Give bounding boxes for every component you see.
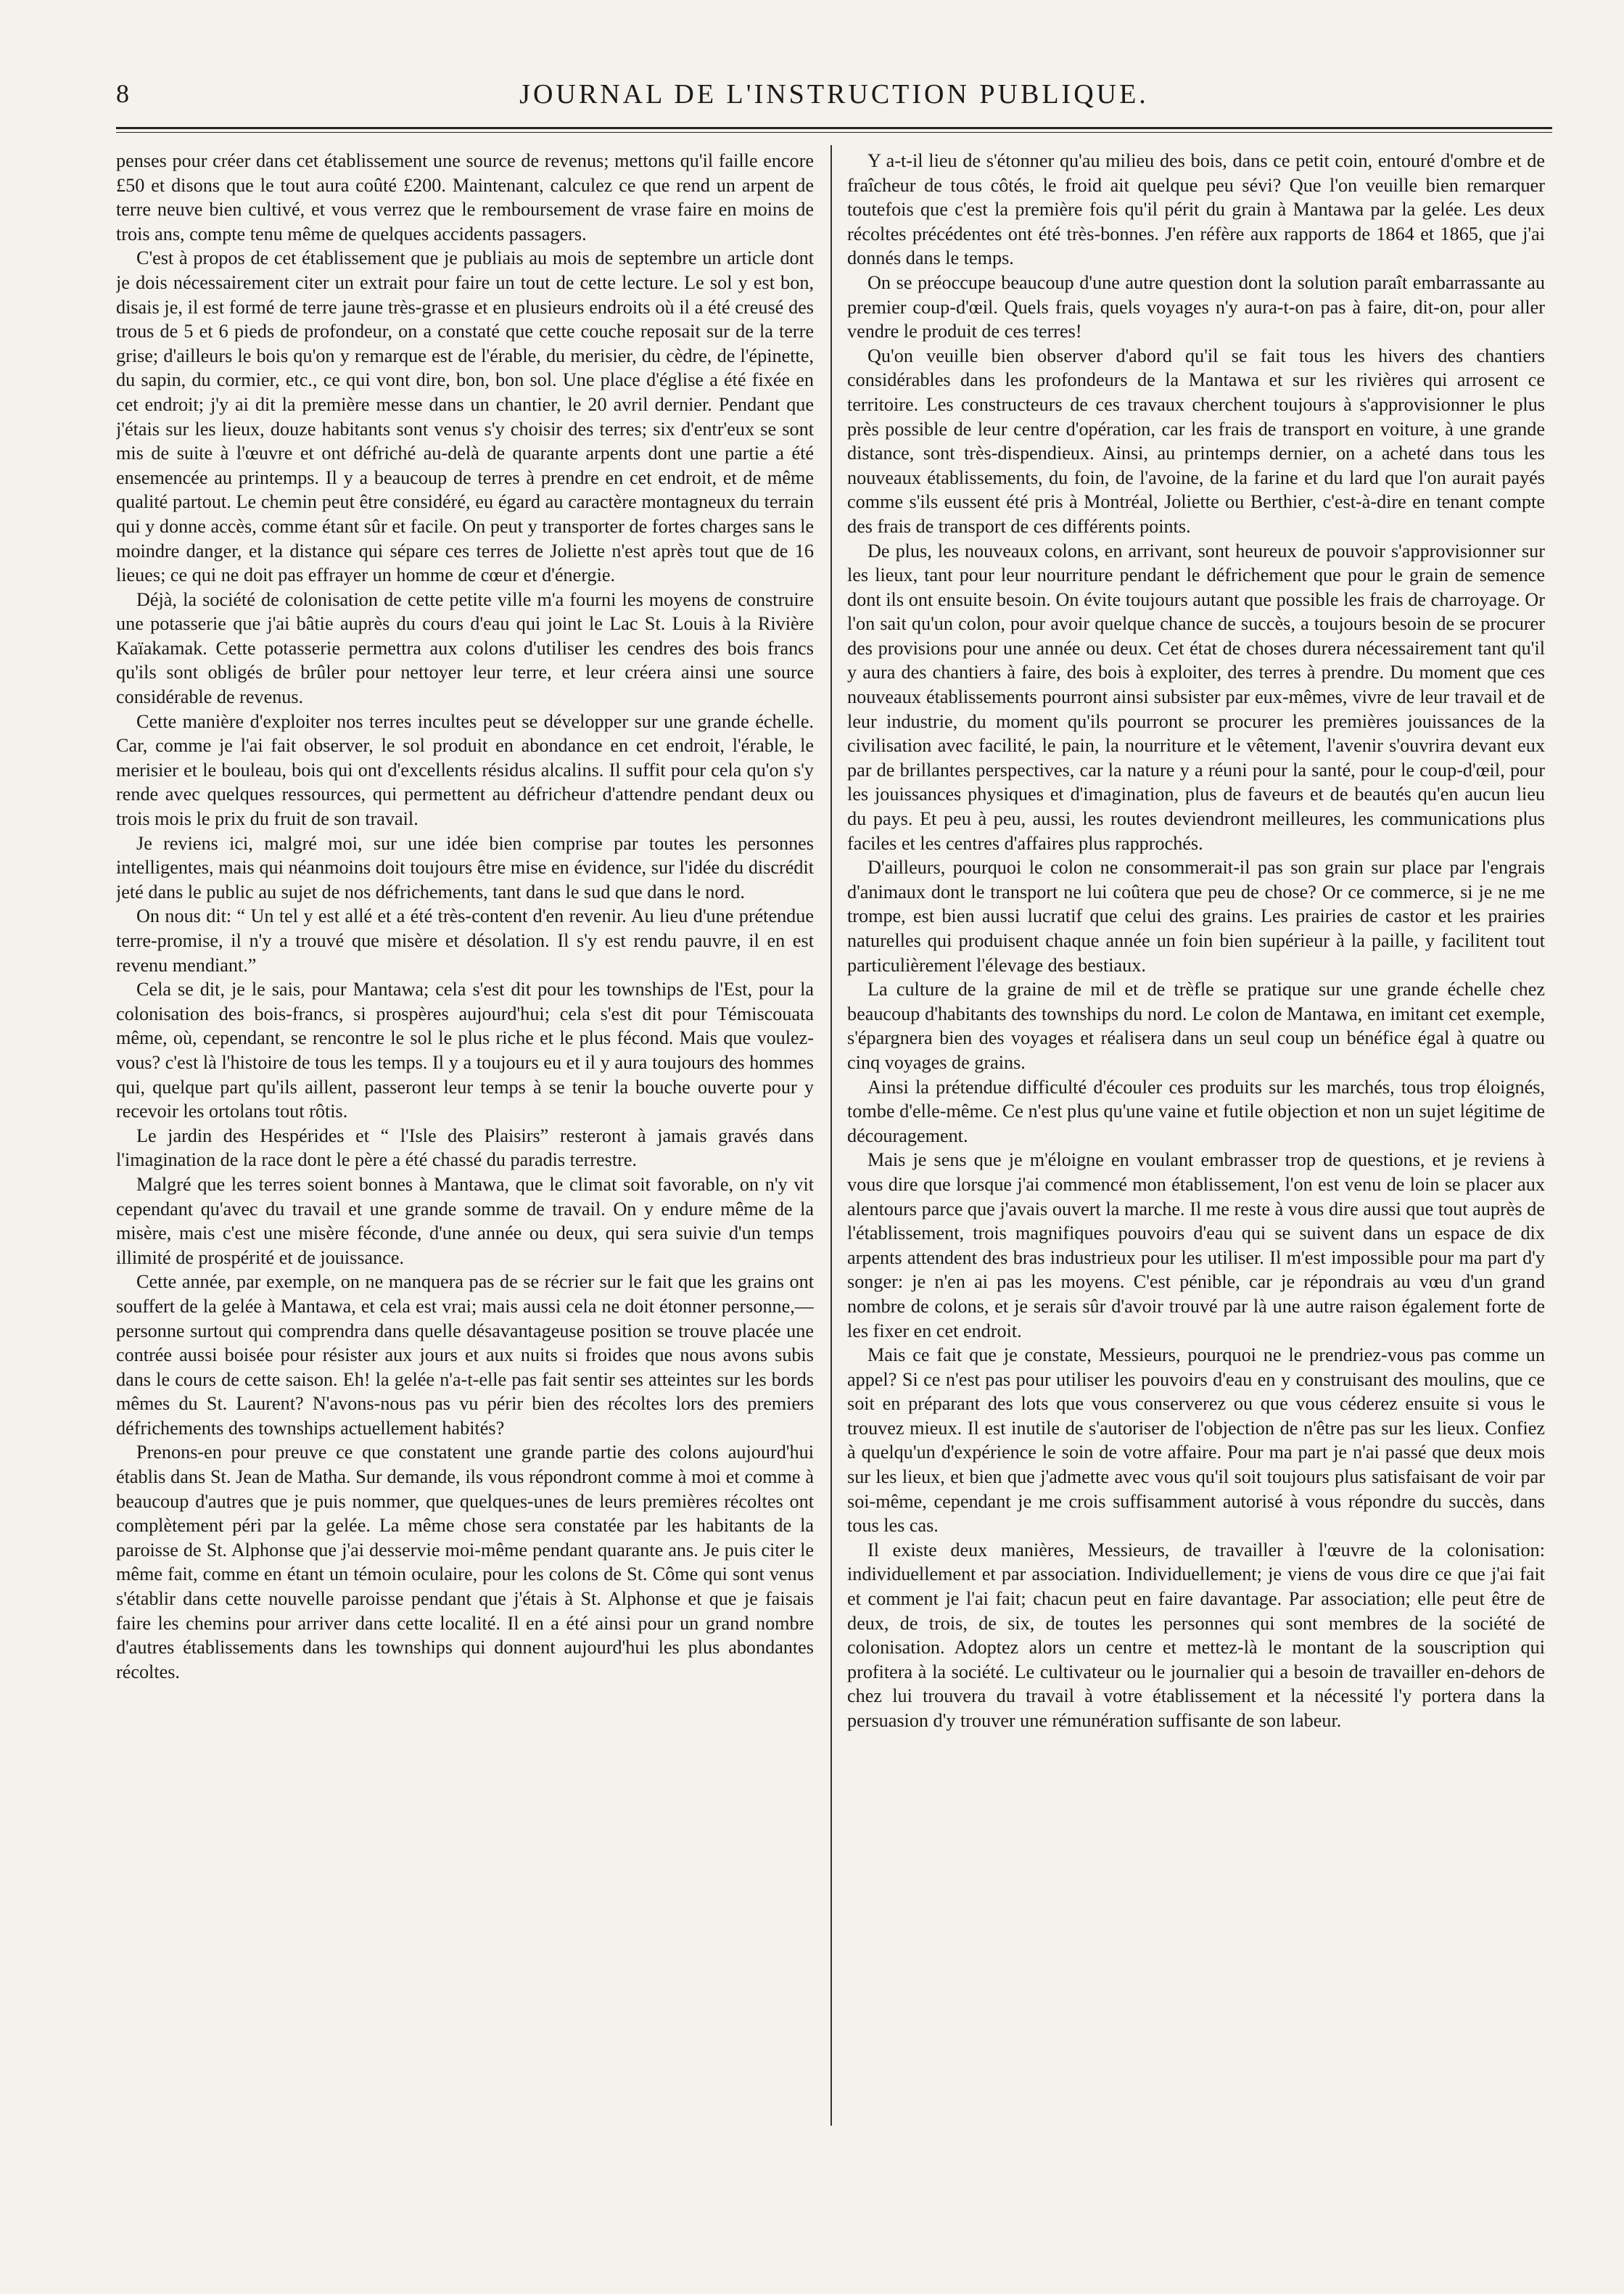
paragraph: On se préoccupe beaucoup d'une autre question dont la solution paraît embarrassante au premier coup-d'œil. Quels frais, quels voyages n'y aura-t-on pas à faire, dit-on, pour aller vendre le produit de ces terres! — [847, 271, 1545, 342]
paragraph: Malgré que les terres soient bonnes à Mantawa, que le climat soit favorable, on n'y vit cependant qu'avec du travail et une grande somme de travail. On y endure même de la misère, mais c'est une misère féconde, d'une année ou deux, qui sera suivie d'un temps illimité de prospérité et de jouissance. — [116, 1173, 814, 1268]
journal-title: JOURNAL DE L'INSTRUCTION PUBLIQUE. — [519, 79, 1149, 110]
paragraph: D'ailleurs, pourquoi le colon ne consommerait-il pas son grain sur place par l'engrais d'animaux dont le transport ne lui coûtera que peu de chose? Or ce commerce, si je ne me trompe, est bien aussi lucratif que celui des grains. Les prairies de castor et les prairies naturelles qui produisent chaque année un foin bien supérieur à la paille, y facilitent tout particulièrement l'élevage des bestiaux. — [847, 857, 1545, 976]
paragraph: Je reviens ici, malgré moi, sur une idée bien comprise par toutes les personnes intelligentes, mais qui néanmoins doit toujours être mise en évidence, sur l'idée du discrédit jeté dans le public au sujet de nos défrichements, tant dans le sud que dans le nord. — [116, 832, 814, 903]
paragraph: Mais ce fait que je constate, Messieurs, pourquoi ne le prendriez-vous pas comme un appel? Si ce n'est pas pour utiliser les pouvoirs d'eau en y construisant des moulins, que ce soit en préparant des lots que vous conserverez ou que vous céderez ensuite si vous le trouvez mieux. Il est inutile de s'autoriser de l'objection de n'être pas sur les lieux. Confiez à quelqu'un d'expérience le soin de votre affaire. Pour ma part je n'ai passé que deux mois sur les lieux, et bien que j'admette avec vous qu'il soit toujours plus satisfaisant de voir par soi-même, cependant je me crois suffisamment autorisé à vous répondre du succès, dans tous les cas. — [847, 1344, 1545, 1537]
paragraph: penses pour créer dans cet établissement une source de revenus; mettons qu'il faille encore £50 et disons que le tout aura coûté £200. Maintenant, calculez ce que rend un arpent de terre neuve bien cultivé, et vous verrez que le remboursement de vrase faire en moins de trois ans, compte tenu même de quelques accidents passagers. — [116, 150, 814, 244]
paragraph: Prenons-en pour preuve ce que constatent une grande partie des colons aujourd'hui établis dans St. Jean de Matha. Sur demande, ils vous répondront comme à moi et comme à beaucoup d'autres que je puis nommer, que quelques-unes de leurs premières récoltes ont complètement péri par la gelée. La même chose sera constatée par les habitants de la paroisse de St. Alphonse que j'ai desservie moi-même pendant quarante ans. Je puis citer le même fait, comme en étant un témoin oculaire, pour les colons de St. Côme qui sont venus s'établir dans cette nouvelle paroisse pendant que j'étais à St. Alphonse et que je faisais faire les chemins pour arriver dans cette localité. Il en a été ainsi pour un grand nombre d'autres établissements dans les townships qui donnent aujourd'hui les plus abondantes récoltes. — [116, 1442, 814, 1682]
paragraph: Cela se dit, je le sais, pour Mantawa; cela s'est dit pour les townships de l'Est, pour la colonisation des bois-francs, si prospères aujourd'hui; cela s'est dit pour Témiscouata même, où, cependant, se rencontre le sol le plus riche et le plus fécond. Mais que voulez-vous? c'est là l'histoire de tous les temps. Il y a toujours eu et il y aura toujours des hommes qui, quelque part qu'ils aillent, passeront leur temps à se tenir la bouche ouverte pour y recevoir les ortolans tout rôtis. — [116, 979, 814, 1122]
paragraph: Le jardin des Hespérides et “ l'Isle des Plaisirs” resteront à jamais gravés dans l'imagination de la race dont le père a été chassé du paradis terrestre. — [116, 1125, 814, 1171]
page-header — [116, 73, 1552, 116]
paragraph: Cette manière d'exploiter nos terres incultes peut se développer sur une grande échelle. Car, comme je l'ai fait observer, le sol produit en abondance en cet endroit, l'érable, le merisier et le bouleau, bois qui ont d'excellents résidus alcalins. Il suffit pour cela qu'on s'y rende avec quelques ressources, qui permettent au défricheur d'attendre pendant deux ou trois mois le prix du fruit de son travail. — [116, 710, 814, 830]
page-number: 8 — [116, 79, 129, 108]
paragraph: C'est à propos de cet établissement que je publiais au mois de septembre un article dont je dois nécessairement citer un extrait pour faire un tout de cette lecture. Le sol y est bon, disais je, il est formé de terre jaune très-grasse et en plusieurs endroits où il a été creusé des trous de 5 et 6 pieds de profondeur, on a constaté que cette couche reposait sur de la terre grise; d'ailleurs le bois qu'on y remarque est de l'érable, du merisier, du cèdre, de l'épinette, du sapin, du cormier, etc., ce qui vont dire, bon, bon sol. Une place d'église a été fixée en cet endroit; j'y ai dit la première messe dans un chantier, le 20 avril dernier. Pendant que j'étais sur les lieux, douze habitants sont venus s'y choisir des terres; six d'entr'eux se sont mis de suite à l'œuvre et ont défriché au-delà de quarante arpents dont une partie a été ensemencée au printemps. Il y a beaucoup de terres à prendre en cet endroit, et de même qualité partout. Le chemin peut être considéré, eu égard au caractère montagneux du terrain qui y donne accès, comme étant sûr et facile. On peut y transporter de fortes charges sans le moindre danger, et la distance qui sépare ces terres de Joliette n'est après tout que de 16 lieues; ce qui ne doit pas effrayer un homme de cœur et d'énergie. — [116, 247, 814, 586]
left-column — [116, 149, 814, 2122]
column-divider — [830, 145, 832, 2126]
paragraph: Ainsi la prétendue difficulté d'écouler ces produits sur les marchés, tous trop éloignés, tombe d'elle-même. Ce n'est plus qu'une vaine et futile objection et non un sujet légitime de découragement. — [847, 1076, 1545, 1146]
paragraph: Il existe deux manières, Messieurs, de travailler à l'œuvre de la colonisation: individuellement et par association. Individuellement; je viens de vous dire ce que j'ai fait et comment je l'ai fait; chacun peut en faire davantage. Par association; elle peut être de deux, de trois, de six, de toutes les personnes qui sont membres de la société de colonisation. Adoptez alors un centre et mettez-là le montant de la souscription qui profitera à la société. Le cultivateur ou le journalier qui a besoin de travailler en-dehors de chez lui trouvera du travail à votre établissement et la nécessité l'y portera dans la persuasion d'y trouver une rémunération suffisante de son labeur. — [847, 1539, 1545, 1731]
paragraph: Cette année, par exemple, on ne manquera pas de se récrier sur le fait que les grains ont souffert de la gelée à Mantawa, et cela est vrai; mais aussi cela ne doit étonner personne,—personne surtout qui comprendra dans quelle désavantageuse position se trouve placée une contrée aussi boisée pour résister aux jours et aux nuits si froides que nous avons subis dans le cours de cette saison. Eh! la gelée n'a-t-elle pas fait sentir ses atteintes sur les bords mêmes du St. Laurent? N'avons-nous pas vu périr bien des récoltes lors des premiers défrichements des townships actuellement habités? — [116, 1271, 814, 1439]
paragraph: De plus, les nouveaux colons, en arrivant, sont heureux de pouvoir s'approvisionner sur les lieux, tant pour leur nourriture pendant le défrichement que pour le grain de semence dont ils ont ensuite besoin. On évite toujours autant que possible les frais de charroyage. Or l'on sait qu'un colon, pour avoir quelque chance de succès, a toujours besoin de se procurer des provisions pour une année ou deux. Cet état de choses durera nécessairement tant qu'il y aura des chantiers à faire, des bois à exploiter, des terres à prendre. Du moment que ces nouveaux établissements pourront ainsi subsister par eux-mêmes, vivre de leur travail et de leur industrie, du moment qu'ils pourront se procurer les premières jouissances de la civilisation avec facilité, le pain, la nourriture et le vêtement, l'avenir s'ouvrira devant eux par de brillantes perspectives, car la nature y a réuni pour la santé, pour le coup-d'œil, pour les jouissances physiques et d'imagination, plus de faveurs et de beautés qu'en aucun lieu du pays. Et peu à peu, aussi, les routes deviendront meilleures, les communications plus faciles et les centres d'affaires plus rapprochés. — [847, 540, 1545, 854]
header-rule — [116, 127, 1552, 129]
paragraph: Mais je sens que je m'éloigne en voulant embrasser trop de questions, et je reviens à vous dire que lorsque j'ai commencé mon établissement, l'on est venu de loin se placer aux alentours parce que j'avais ouvert la marche. Il me reste à vous dire aussi que tout auprès de l'établissement, trois magnifiques pouvoirs d'eau qui se suivent dans un espace de dix arpents attendent des bras industrieux pour les utiliser. Il m'est impossible pour ma part d'y songer: je n'en ai pas les moyens. C'est pénible, car je répondrais au vœu d'un grand nombre de colons, et je serais sûr d'avoir trouvé par là une autre raison également forte de les fixer en cet endroit. — [847, 1149, 1545, 1341]
paragraph: On nous dit: “ Un tel y est allé et a été très-content d'en revenir. Au lieu d'une prétendue terre-promise, il n'y a trouvé que misère et désolation. Il s'y est rendu pauvre, il en est revenu mendiant.” — [116, 905, 814, 976]
right-column — [847, 149, 1545, 2122]
header-rule-thin — [116, 132, 1552, 133]
paragraph: La culture de la graine de mil et de trèfle se pratique sur une grande échelle chez beaucoup d'habitants des townships du nord. Le colon de Mantawa, en imitant cet exemple, s'épargnera bien des voyages et réalisera dans un seul coup un bénéfice égal à quatre ou cinq voyages de grains. — [847, 979, 1545, 1073]
paragraph: Qu'on veuille bien observer d'abord qu'il se fait tous les hivers des chantiers considérables dans les profondeurs de la Mantawa et sur les rivières qui arrosent ce territoire. Les constructeurs de ces travaux cherchent toujours à s'approvisionner le plus près possible de leur centre d'opération, car les frais de transport en voiture, à une grande distance, sont très-dispendieux. Ainsi, au printemps dernier, on a acheté dans tous les nouveaux établissements, du foin, de l'avoine, de la farine et du lard que l'on aurait payés comme s'ils eussent été pris à Montréal, Joliette ou Berthier, c'est-à-dire en tenant compte des frais de transport de ces différents points. — [847, 345, 1545, 537]
paragraph: Y a-t-il lieu de s'étonner qu'au milieu des bois, dans ce petit coin, entouré d'ombre et de fraîcheur de tous côtés, le froid ait quelque peu sévi? Que l'on veuille bien remarquer toutefois que c'est la première fois qu'il périt du grain à Mantawa par la gelée. Les deux récoltes précédentes ont été très-bonnes. J'en réfère aux rapports de 1864 et 1865, que j'ai donnés dans le temps. — [847, 150, 1545, 269]
paragraph: Déjà, la société de colonisation de cette petite ville m'a fourni les moyens de construire une potasserie que j'ai bâtie auprès du cours d'eau qui joint le Lac St. Louis à la Rivière Kaïakamak. Cette potasserie permettra aux colons d'utiliser les cendres des bois francs qu'ils sont obligés de brûler pour nettoyer leur terre, et leur créera ainsi une source considérable de revenus. — [116, 588, 814, 708]
